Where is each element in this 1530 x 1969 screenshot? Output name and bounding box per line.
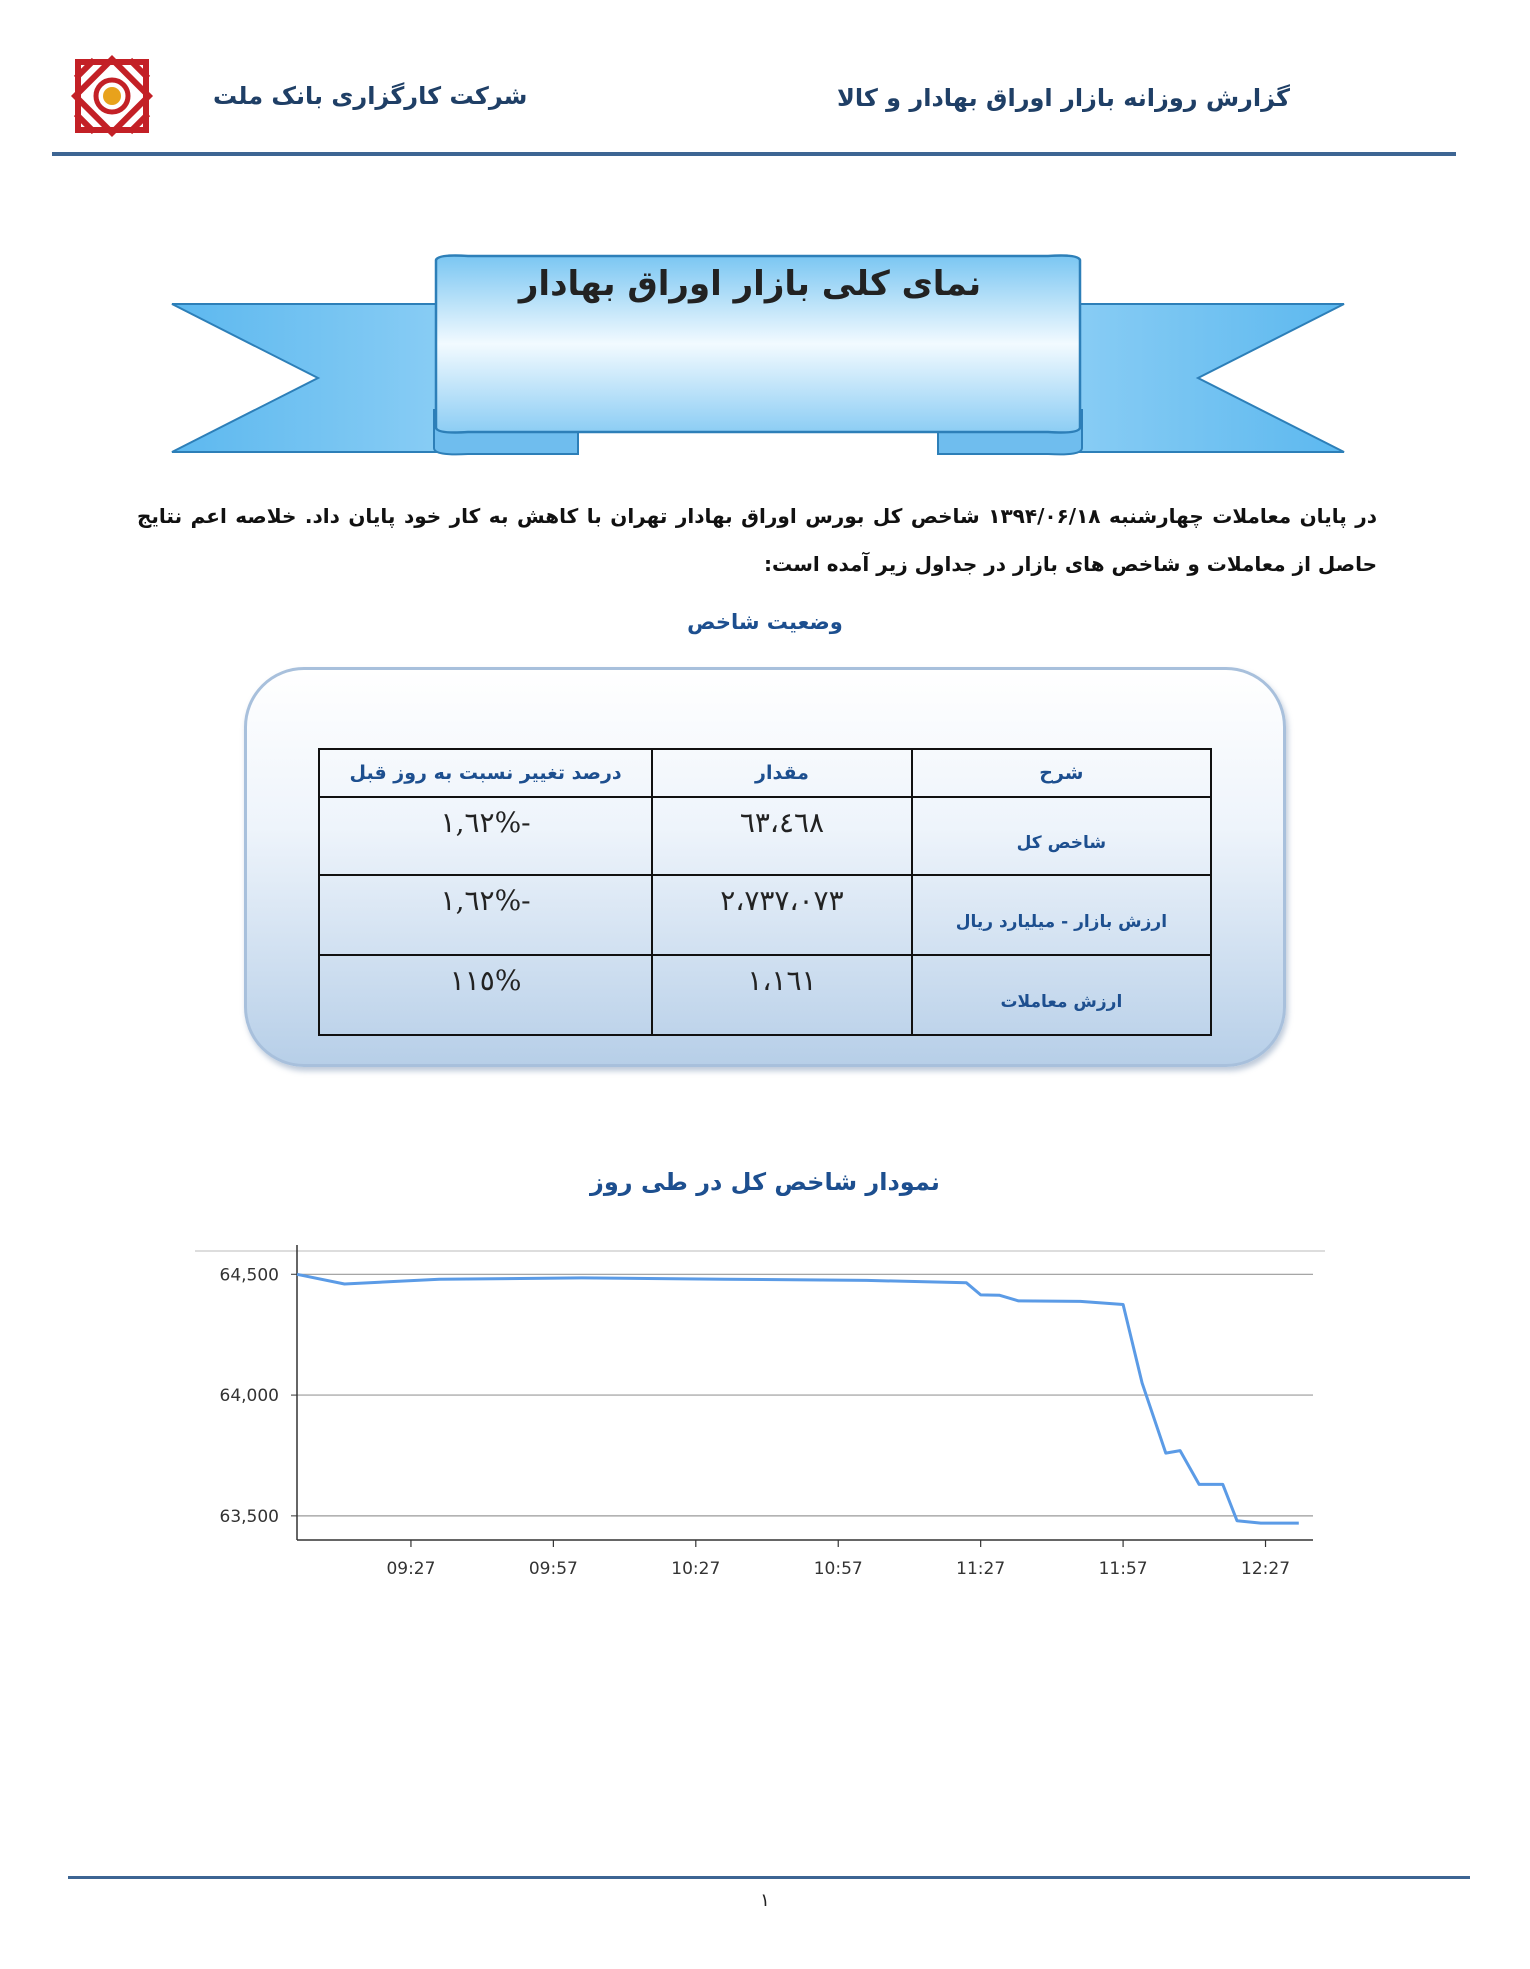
x-tick-label: 09:27 (386, 1559, 436, 1579)
y-tick-label: 64,000 (219, 1386, 279, 1407)
company-name: شرکت کارگزاری بانک ملت (213, 82, 528, 110)
index-section-title: وضعیت شاخص (687, 610, 843, 634)
index-series-line (297, 1274, 1299, 1523)
x-tick-label: 11:27 (956, 1559, 1006, 1579)
col-amount-header: مقدار (652, 749, 912, 797)
row-desc: ارزش بازار - میلیارد ریال (912, 875, 1211, 955)
x-tick-label: 09:57 (528, 1559, 578, 1579)
banner-title: نمای کلی بازار اوراق بهادار (518, 264, 982, 304)
col-change-header: درصد تغییر نسبت به روز قبل (319, 749, 652, 797)
y-tick-label: 63,500 (219, 1506, 279, 1527)
row-desc: شاخص کل (912, 797, 1211, 875)
report-title: گزارش روزانه بازار اوراق بهادار و کالا (836, 84, 1290, 112)
page-number: ١ (760, 1890, 770, 1911)
row-change: %١١٥ (319, 955, 652, 1035)
x-tick-label: 12:27 (1241, 1559, 1291, 1579)
row-change: -%١,٦٢ (319, 797, 652, 875)
chart-title: نمودار شاخص کل در طی روز (590, 1168, 940, 1196)
y-tick-label: 64,500 (219, 1265, 279, 1286)
row-amount: ٦٣،٤٦٨ (652, 797, 912, 875)
summary-line-2: حاصل از معاملات و شاخص های بازار در جداول زیر آمده است: (764, 552, 1377, 576)
row-desc: ارزش معاملات (912, 955, 1211, 1035)
summary-line-1: در پایان معاملات چهارشنبه ۱۳۹۴/۰۶/۱۸ شاخص کل بورس اوراق بهادار تهران با کاهش به کار خود پایان داد. خلاصه اعم نتایج (137, 504, 1377, 528)
x-tick-label: 10:57 (813, 1559, 863, 1579)
row-amount: ٢،٧٣٧،٠٧٣ (652, 875, 912, 955)
row-change: -%١,٦٢ (319, 875, 652, 955)
row-amount: ١،١٦١ (652, 955, 912, 1035)
x-tick-label: 11:57 (1098, 1559, 1148, 1579)
col-desc-header: شرح (912, 749, 1211, 797)
footer-rule (68, 1876, 1470, 1879)
x-tick-label: 10:27 (671, 1559, 721, 1579)
